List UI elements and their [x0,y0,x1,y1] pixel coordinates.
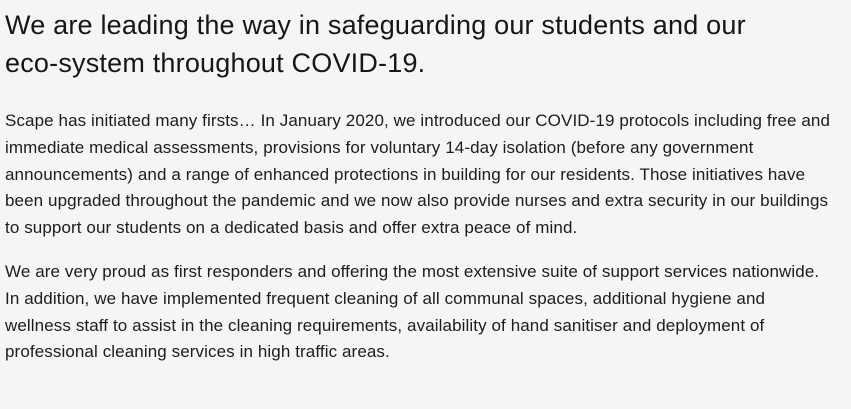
page-title: We are leading the way in safeguarding our students and our eco-system throughout COVID-19. [5,10,746,78]
body-paragraph-protocols: Scape has initiated many firsts… In January 2020, we introduced our COVID-19 protocols including free and immediate medical assessments, provisions for voluntary 14-day isolation (before any government announcements) and a range of enhanced protections in building for our residents. Those initiatives have been upgraded throughout the pandemic and we now also provide nurses and extra security in our buildings to support our students on a dedicated basis and offer extra peace of mind. [5,111,831,238]
body-paragraph-support-services: We are very proud as first responders and offering the most extensive suite of support services nationwide. In addition, we have implemented frequent cleaning of all communal spaces, additional hygiene and wellness staff to assist in the cleaning requirements, availability of hand sanitiser and deployment of professional cleaning services in high traffic areas. [5,261,820,362]
